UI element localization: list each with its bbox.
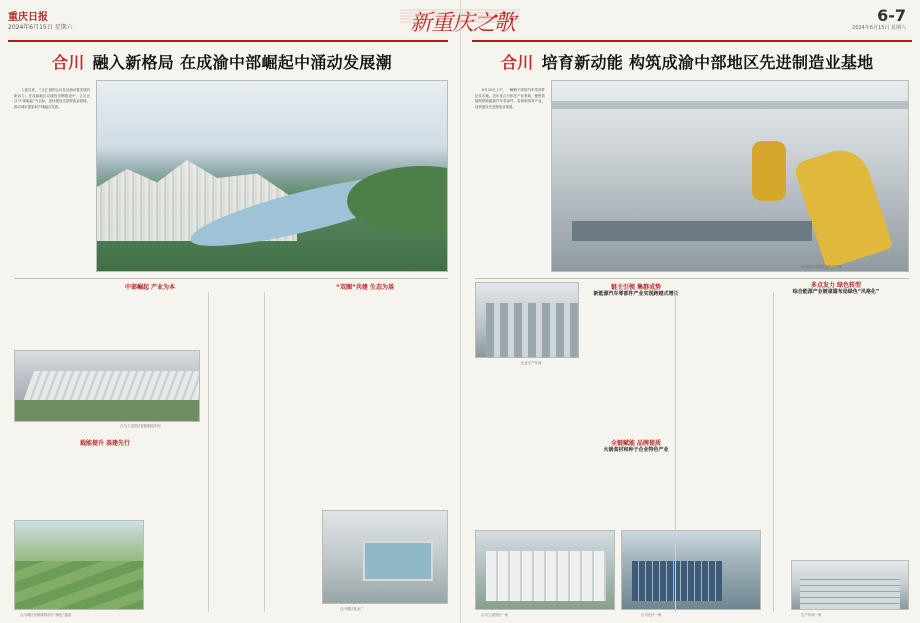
left-page-date: 2024年6月15日 星期六: [8, 24, 73, 31]
right-lead-text: 6月15日上午，一辆辆下线的汽车零部件运往各地。近年来合川依托产业基础，聚焦智能网联新能源汽车零部件、装备制造等产业，加快建设先进制造业基地。: [475, 88, 545, 109]
right-subhead-3b: 综合能源产业链谋篇布局绿色“风格化”: [792, 289, 880, 295]
workshop-caption: 合川汽车零部件智能生产线: [801, 265, 842, 269]
left-headline: [52, 50, 392, 73]
right-lead-column: [475, 88, 545, 278]
factory-photo: [14, 350, 200, 422]
left-subhead-3: 载能提升 基建先行: [79, 440, 131, 447]
inner-factory-photo: [791, 560, 909, 610]
left-headline-location: 合川: [52, 53, 85, 72]
right-subhead-1: 链主引领 集群成势: [610, 284, 662, 291]
right-subhead-2b: 火锅食材和种子企业特色产业: [603, 447, 669, 453]
left-headline-text: 融入新格局 在成渝中部崛起中涌动发展潮: [92, 53, 392, 72]
left-lead-column: [14, 88, 90, 278]
left-subhead-1: 中部崛起 产业为本: [124, 284, 176, 291]
left-subhead-2: “双圈”共建 生态为基: [336, 284, 394, 291]
right-page-date: 2024年6月15日 星期六: [852, 25, 906, 31]
right-headline-location: 合川: [501, 53, 534, 72]
right-subhead-1b: 新能源汽车零部件产业实现跨越式增长: [593, 291, 679, 297]
city-panorama-photo: [96, 80, 448, 272]
green-caption: 合川城区至铜梁的部分“绿色”通道: [20, 613, 71, 617]
left-divider: [14, 278, 448, 279]
left-lead-text: 入夏以来，三江汇流的合川处处涌动着发展的新活力。在成渝地区双城经济圈建设中，合川正以“中部崛起”为目标，加快建设先进制造业基地，推动城市提质和产城融合发展。: [14, 88, 90, 109]
inner-caption: 生产车间一角: [801, 613, 822, 617]
solar-caption: 合川光伏一角: [641, 613, 662, 617]
right-subhead-3: 多点发力 绿色转型: [810, 282, 862, 289]
page-numbers: 6-7: [877, 6, 906, 25]
right-divider: [475, 278, 909, 279]
column-title: 新重庆之歌: [410, 11, 516, 36]
left-body-col-1: [14, 292, 104, 352]
workshop-photo: [551, 80, 909, 272]
right-page: [460, 0, 920, 623]
city-photo-caption: 合川城区全景: [398, 265, 419, 269]
factory-caption: 合川工业园区智能制造车间: [120, 424, 161, 428]
paper-logo: 重庆日报: [8, 12, 48, 23]
assembly-caption: 企业生产车间: [521, 361, 542, 365]
water-plant-photo: [322, 510, 448, 604]
assembly-photo: [475, 282, 579, 358]
aerial-photo: [475, 530, 615, 610]
plant-caption: 合川城区某水厂: [340, 607, 364, 611]
green-corridor-photo: [14, 520, 144, 610]
aerial-caption: 合川工业园区一角: [481, 613, 509, 617]
solar-photo: [621, 530, 761, 610]
right-subhead-2: 全链赋能 品牌提质: [610, 440, 662, 447]
right-headline: [501, 50, 873, 73]
right-headline-text: 培育新动能 构筑成渝中部地区先进制造业基地: [541, 53, 874, 72]
